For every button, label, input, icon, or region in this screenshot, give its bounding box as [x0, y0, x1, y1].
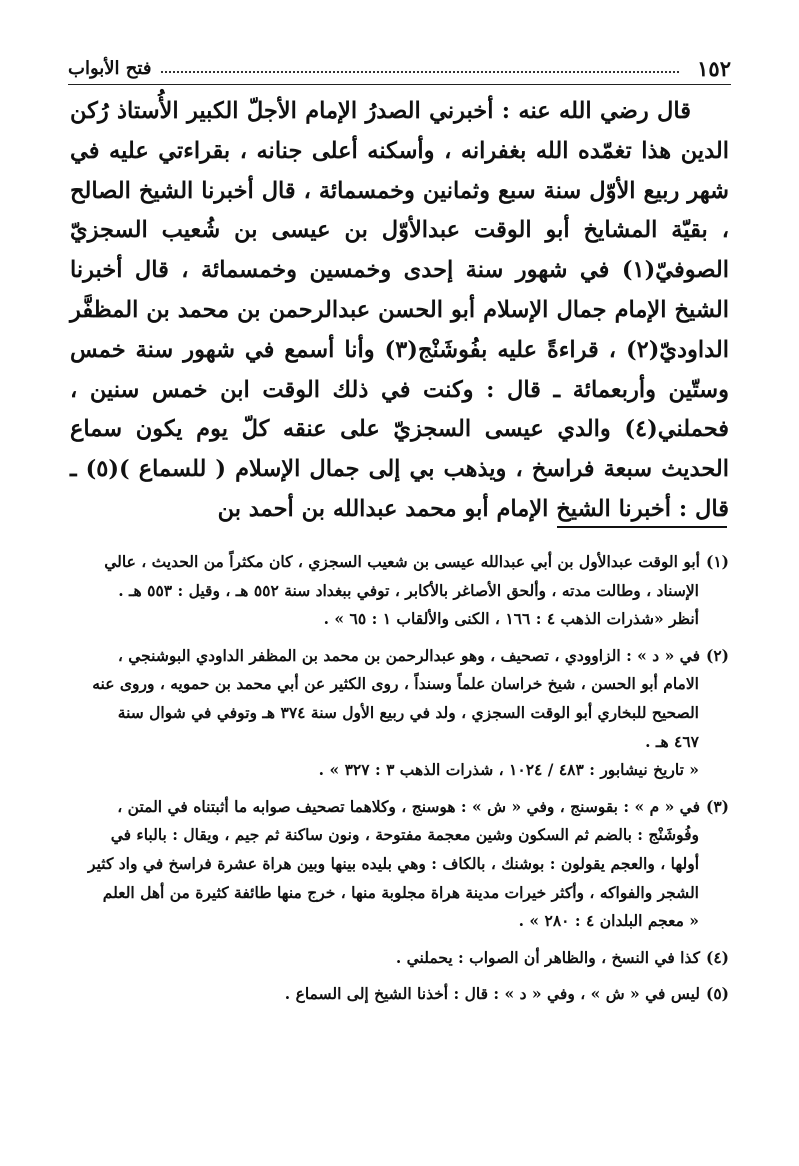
footnote-line: الصحيح للبخاري أبو الوقت السجزي ، ولد في ربيع الأول سنة ٣٧٤ هـ وتوفي في شوال سنة	[117, 702, 699, 722]
footnote-5	[68, 980, 729, 1009]
footnote-line: أولها ، والعجم يقولون : بوشنك ، بالكاف : وهي بليده بينها وبين هراة عشرة فراسخ في واد كثير	[88, 853, 699, 873]
footnote-3	[68, 793, 729, 936]
main-paragraph: قال رضي الله عنه : أخبرني الصدرُ الإمام الأجلّ الكبير الأُستاذ رُكن الدين هذا تغمّده الله بغفرانه ، وأسكنه أعلى جنانه ، بقراءتي عليه في شهر ربيع الأوّل سنة سبع وثمانين وخمسمائة ، قال أخبرنا الشيخ الصالح ، بقيّة المشايخ أبو الوقت عبدالأوّل بن عيسى بن شُعيب السجزيّ الصوفيّ(١) في شهور سنة إحدى وخمسين وخمسمائة ، قال أخبرنا الشيخ الإمام جمال الإسلام أبو الحسن عبدالرحمن بن محمد بن المظفَّر الداوديّ(٢) ، قراءةً عليه بفُوشَنْج(٣) وأنا أسمع في شهور سنة خمس وستّين وأربعمائة ـ قال : وكنت في ذلك الوقت ابن خمس سنين ، فحملني(٤) والدي عيسى السجزيّ على عنقه كلّ يوم يكون سماع الحديث سبعة فراسخ ، ويذهب بي إلى جمال الإسلام ( للسماع )(٥) ـ قال : أخبرنا الشيخ الإمام أبو محمد عبدالله بن أحمد بن	[70, 98, 730, 522]
footnote-line: في « د » : الزاوودي ، تصحيف ، وهو عبدالرحمن بن محمد بن المظفر الداودي البوشنجي ،	[117, 645, 700, 665]
footnote-number: (٥)	[705, 984, 729, 1004]
footnote-number: (٤)	[705, 947, 729, 967]
page-number: ١٥٢	[697, 55, 731, 81]
footnote-number: (١)	[705, 552, 729, 571]
footnote-number: (٢)	[705, 645, 729, 665]
main-text	[70, 92, 729, 530]
header-dotted-leader	[161, 71, 679, 73]
footnote-number: (٣)	[705, 796, 729, 816]
footnote-line: الامام أبو الحسن ، شيخ خراسان علماً وسنداً ، روى الكثير عن أبي محمد بن حمويه ، وروى عنه	[92, 674, 699, 694]
footnote-line: « تاريخ نيشابور : ٤٨٣ / ١٠٢٤ ، شذرات الذهب ٣ : ٣٢٧ » .	[318, 760, 699, 780]
footnote-line: الشجر والفواكه ، وأكثر خيرات مدينة هراة مجلوبة منها ، خرج منها طائفة كثيرة من أهل العلم	[102, 882, 699, 902]
footnote-4	[68, 944, 729, 973]
footnote-line: ٤٦٧ هـ .	[645, 731, 699, 751]
footnote-line: أبو الوقت عبدالأول بن أبي عبدالله عيسى بن شعيب السجزي ، كان مكثراً من الحديث ، عالي	[104, 552, 700, 571]
footnote-line: كذا في النسخ ، والظاهر أن الصواب : يحملني .	[395, 947, 700, 967]
footnote-separator	[557, 526, 727, 528]
running-title: فتح الأبواب	[68, 57, 152, 79]
footnote-2	[68, 642, 729, 785]
page-header	[68, 52, 731, 85]
footnotes	[68, 548, 729, 1017]
footnote-line: « معجم البلدان ٤ : ٢٨٠ » .	[518, 911, 699, 931]
footnote-line: في « م » : بقوسنج ، وفي « ش » : هوسنج ، وكلاهما تصحيف صوابه ما أثبتناه في المتن ،	[117, 796, 700, 816]
footnote-line: أنظر «شذرات الذهب ٤ : ١٦٦ ، الكنى والألقاب ١ : ٦٥ » .	[323, 609, 699, 629]
footnote-1	[68, 548, 729, 634]
footnote-line: وفُوشَنْج : بالضم ثم السكون وشين معجمة مفتوحة ، ونون ساكنة ثم جيم ، ويقال : بالباء في	[110, 825, 699, 845]
footnote-line: الإسناد ، وطالت مدته ، وألحق الأصاغر بالأكابر ، توفي ببغداد سنة ٥٥٢ هـ ، وقيل : ٥٥٣ هـ .	[118, 580, 699, 600]
footnote-line: ليس في « ش » ، وفي « د » : قال : أخذنا الشيخ إلى السماع .	[284, 984, 700, 1004]
